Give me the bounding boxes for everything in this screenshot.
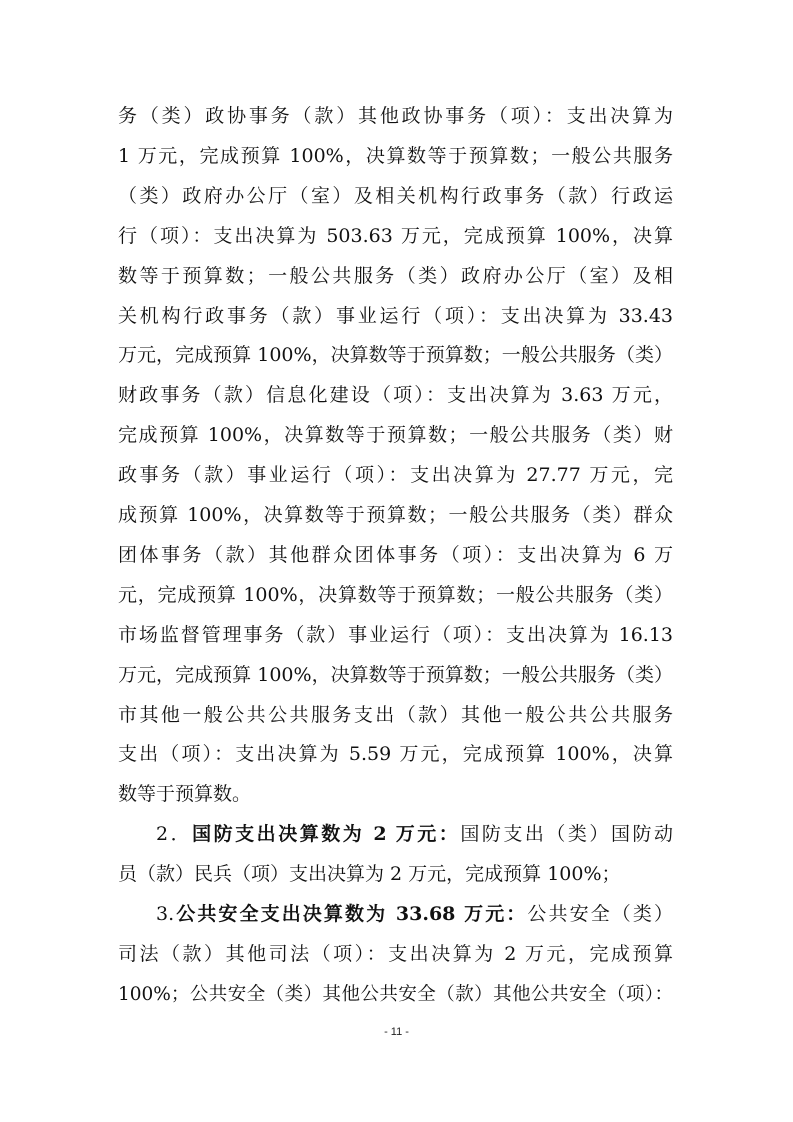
text-line: 数等于预算数；一般公共服务（类）政府办公厅（室）及相 <box>118 264 673 287</box>
text-line: 数等于预算数。 <box>118 783 252 806</box>
text-line: 关机构行政事务（款）事业运行（项）：支出决算为 33.43 <box>118 304 673 327</box>
text-line: 市场监督管理事务（款）事业运行（项）：支出决算为 16.13 <box>118 623 673 646</box>
text-line: 万元，完成预算 100%，决算数等于预算数；一般公共服务（类） <box>118 663 673 686</box>
text-line: 行（项）：支出决算为 503.63 万元，完成预算 100%，决算 <box>118 224 673 247</box>
text-line: 完成预算 100%，决算数等于预算数；一般公共服务（类）财 <box>118 424 673 447</box>
text-line: 万元，完成预算 100%，决算数等于预算数；一般公共服务（类） <box>118 344 673 367</box>
item-2-text-line: 员（款）民兵（项）支出决算为 2 万元，完成预算 100%； <box>118 863 621 886</box>
item-3-heading: 公共安全支出决算数为 33.68 万元： <box>174 903 528 925</box>
item-2-number: 2． <box>156 823 193 846</box>
item-2-heading-line <box>156 816 673 853</box>
text-line: 财政事务（款）信息化建设（项）：支出决算为 3.63 万元， <box>118 384 673 407</box>
page-number: - 11 - <box>384 1026 409 1038</box>
item-3-text: 公共安全（类） <box>527 903 673 925</box>
text-line: 成预算 100%，决算数等于预算数；一般公共服务（类）群众 <box>118 504 673 526</box>
text-line: 市其他一般公共公共服务支出（款）其他一般公共公共服务 <box>118 703 673 726</box>
item-3-number: 3. <box>156 903 175 925</box>
text-line: 1 万元，完成预算 100%，决算数等于预算数；一般公共服务 <box>118 144 673 167</box>
text-line: 支出（项）：支出决算为 5.59 万元，完成预算 100%，决算 <box>118 743 673 766</box>
text-line: 团体事务（款）其他群众团体事务（项）：支出决算为 6 万 <box>118 543 673 566</box>
item-3-text-line: 司法（款）其他司法（项）：支出决算为 2 万元，完成预算 <box>118 942 673 965</box>
item-2-heading: 国防支出决算数为 2 万元： <box>192 823 461 846</box>
item-3-text-line: 100%；公共安全（类）其他公共安全（款）其他公共安全（项）： <box>118 983 673 1005</box>
item-2-text: 国防支出（类）国防动 <box>460 823 673 846</box>
text-line: 政事务（款）事业运行（项）：支出决算为 27.77 万元，完 <box>118 464 673 487</box>
text-line: 务（类）政协事务（款）其他政协事务（项）：支出决算为 <box>118 105 673 127</box>
text-line: 元，完成预算 100%，决算数等于预算数；一般公共服务（类） <box>118 583 673 606</box>
item-3-heading-line <box>156 896 673 933</box>
text-line: （类）政府办公厅（室）及相关机构行政事务（款）行政运 <box>118 184 673 207</box>
